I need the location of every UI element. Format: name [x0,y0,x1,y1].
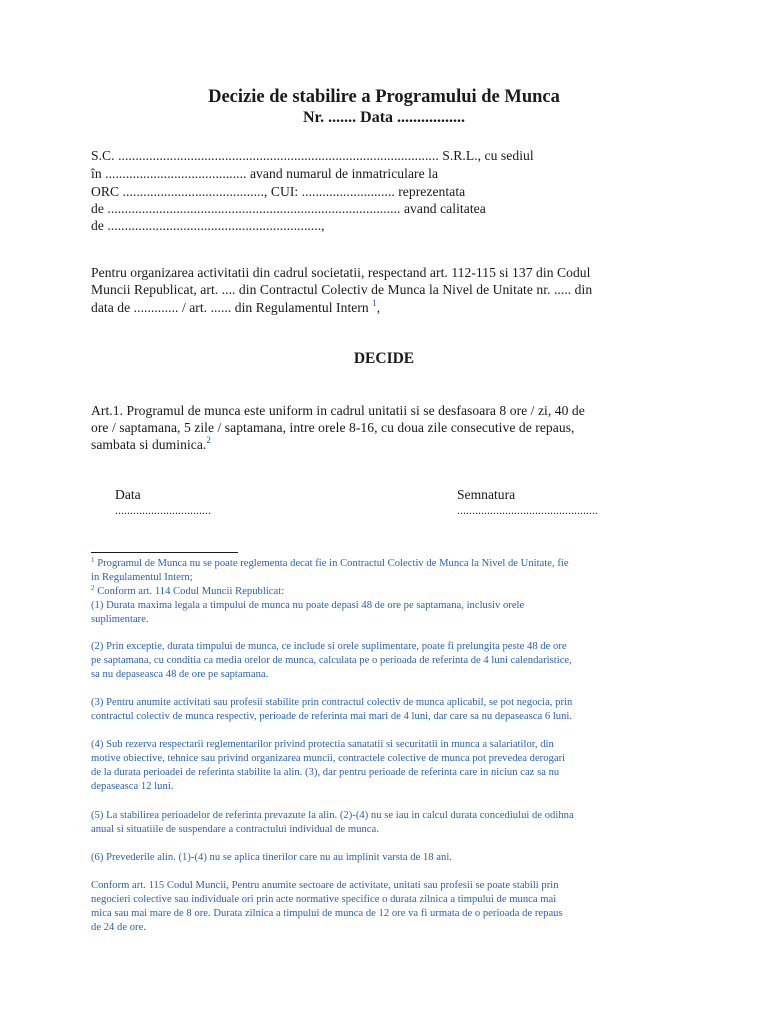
footnote-para-7-line-4: de 24 de ore. [91,922,146,933]
article1-line-3-text: sambata si duminica. [91,437,207,452]
footnote-1-text: Programul de Munca nu se poate reglementa decat fie in Contractul Colectiv de Munca la Nivel de Unitate, fie [94,558,569,569]
footnote-para-6-line-1: (6) Prevederile alin. (1)-(4) nu se aplica tinerilor care nu au implinit varsta de 18 ani. [91,852,452,863]
article1-line-1: Art.1. Programul de munca este uniform in cadrul unitatii si se desfasoara 8 ore / zi, 40 de [91,403,585,418]
footnote-para-3-line-2: contractul colectiv de munca respectiv, perioade de referinta mai mari de 4 luni, dar care sa nu depaseasca 6 luni. [91,711,573,722]
signature-label: Semnatura [457,487,516,502]
preamble-line-3 [91,300,380,316]
footnote-para-7-line-2: negocieri colective sau individuale ori prin acte normative specifice o durata zilnica a timpului de munca mai [91,894,557,905]
footnote-para-4-line-4: depaseasca 12 luni. [91,781,174,792]
footnote-para-7-line-3: mica sau mai mare de 8 ore. Durata zilnica a timpului de munca de 12 ore va fi urmata de o perioada de repaus [91,908,563,919]
preamble-line-3-end: , [376,300,381,315]
preamble-line-1: Pentru organizarea activitatii din cadrul societatii, respectand art. 112-115 si 137 din Codul [91,265,591,280]
company-line-3: ORC ........................................., CUI: ........................... reprezentata [91,184,466,199]
footnote-para-2-line-3: sa nu depaseasca 48 de ore pe saptamana. [91,669,269,680]
footnote-para-5-line-1: (5) La stabilirea perioadelor de referinta prevazute la alin. (2)-(4) nu se iau in calcul durata concediului de odihna [91,810,574,821]
footnote-para-1-line-2: suplimentare. [91,614,149,625]
footnote-1-line-1 [91,558,569,569]
footnote-2-text: Conform art. 114 Codul Muncii Republicat: [94,586,285,597]
footnote-para-2-line-2: pe saptamana, cu conditia ca media orelor de munca, calculata pe o perioada de referinta de 4 luni calendaristice, [91,655,572,666]
date-dots: ................................ [115,503,211,517]
footnote-2-line-1 [91,586,284,597]
footnote-para-3-line-1: (3) Pentru anumite activitati sau profesii stabilite prin contractul colectiv de munca aplicabil, se pot negocia, prin [91,697,573,708]
footnote-para-1-line-1: (1) Durata maxima legala a timpului de munca nu poate depasi 48 de ore pe saptamana, inclusiv orele [91,600,525,611]
footnote-ref-2[interactable]: 2 [206,435,211,445]
preamble-line-3-text: data de ............. / art. ...... din Regulamentul Intern [91,300,373,315]
footnote-2-marker: 2 [91,584,95,592]
footnote-1-line-2: in Regulamentul Intern; [91,572,193,583]
footnote-para-4-line-1: (4) Sub rezerva respectarii reglementarilor privind protectia sanatatii si securitatii in munca a salariatilor, din [91,739,554,750]
company-line-2: în ......................................... avand numarul de inmatriculare la [91,166,439,181]
document-number-date: Nr. ....... Data ................. [302,109,466,126]
footnote-para-7-line-1: Conform art. 115 Codul Muncii, Pentru anumite sectoare de activitate, unitati sau profesii se poate stabili prin [91,880,559,891]
footnote-1-marker: 1 [91,556,95,564]
company-line-1: S.C. ............................................................................................. S.R.L., cu sediul [91,148,534,163]
signature-dots: ............................................... [457,503,598,517]
footnote-para-5-line-2: anual si situatiile de suspendare a contractului individual de munca. [91,824,379,835]
footnote-separator [91,552,238,553]
footnote-para-4-line-2: motive obiective, tehnice sau privind organizarea muncii, contractele colective de munca pot prevedea derogari [91,753,566,764]
date-label: Data [115,487,141,502]
footnote-para-4-line-3: de la durata perioadei de referinta stabilite la alin. (3), dar pentru perioade de referinta care in niciun caz sa nu [91,767,560,778]
company-line-5: de .............................................................., [91,218,325,233]
article1-line-2: ore / saptamana, 5 zile / saptamana, intre orele 8-16, cu doua zile consecutive de repaus, [91,420,575,435]
document-title: Decizie de stabilire a Programului de Munca [208,87,560,107]
footnote-ref-1[interactable]: 1 [372,298,377,308]
footnote-para-2-line-1: (2) Prin exceptie, durata timpului de munca, ce include si orele suplimentare, poate fi prelungita peste 48 de ore [91,641,567,652]
decide-heading: DECIDE [353,350,415,367]
preamble-line-2: Muncii Republicat, art. .... din Contractul Colectiv de Munca la Nivel de Unitate nr. ..... din [91,282,593,297]
article1-line-3 [91,437,211,453]
company-line-4: de ..................................................................................... avand calitatea [91,201,486,216]
